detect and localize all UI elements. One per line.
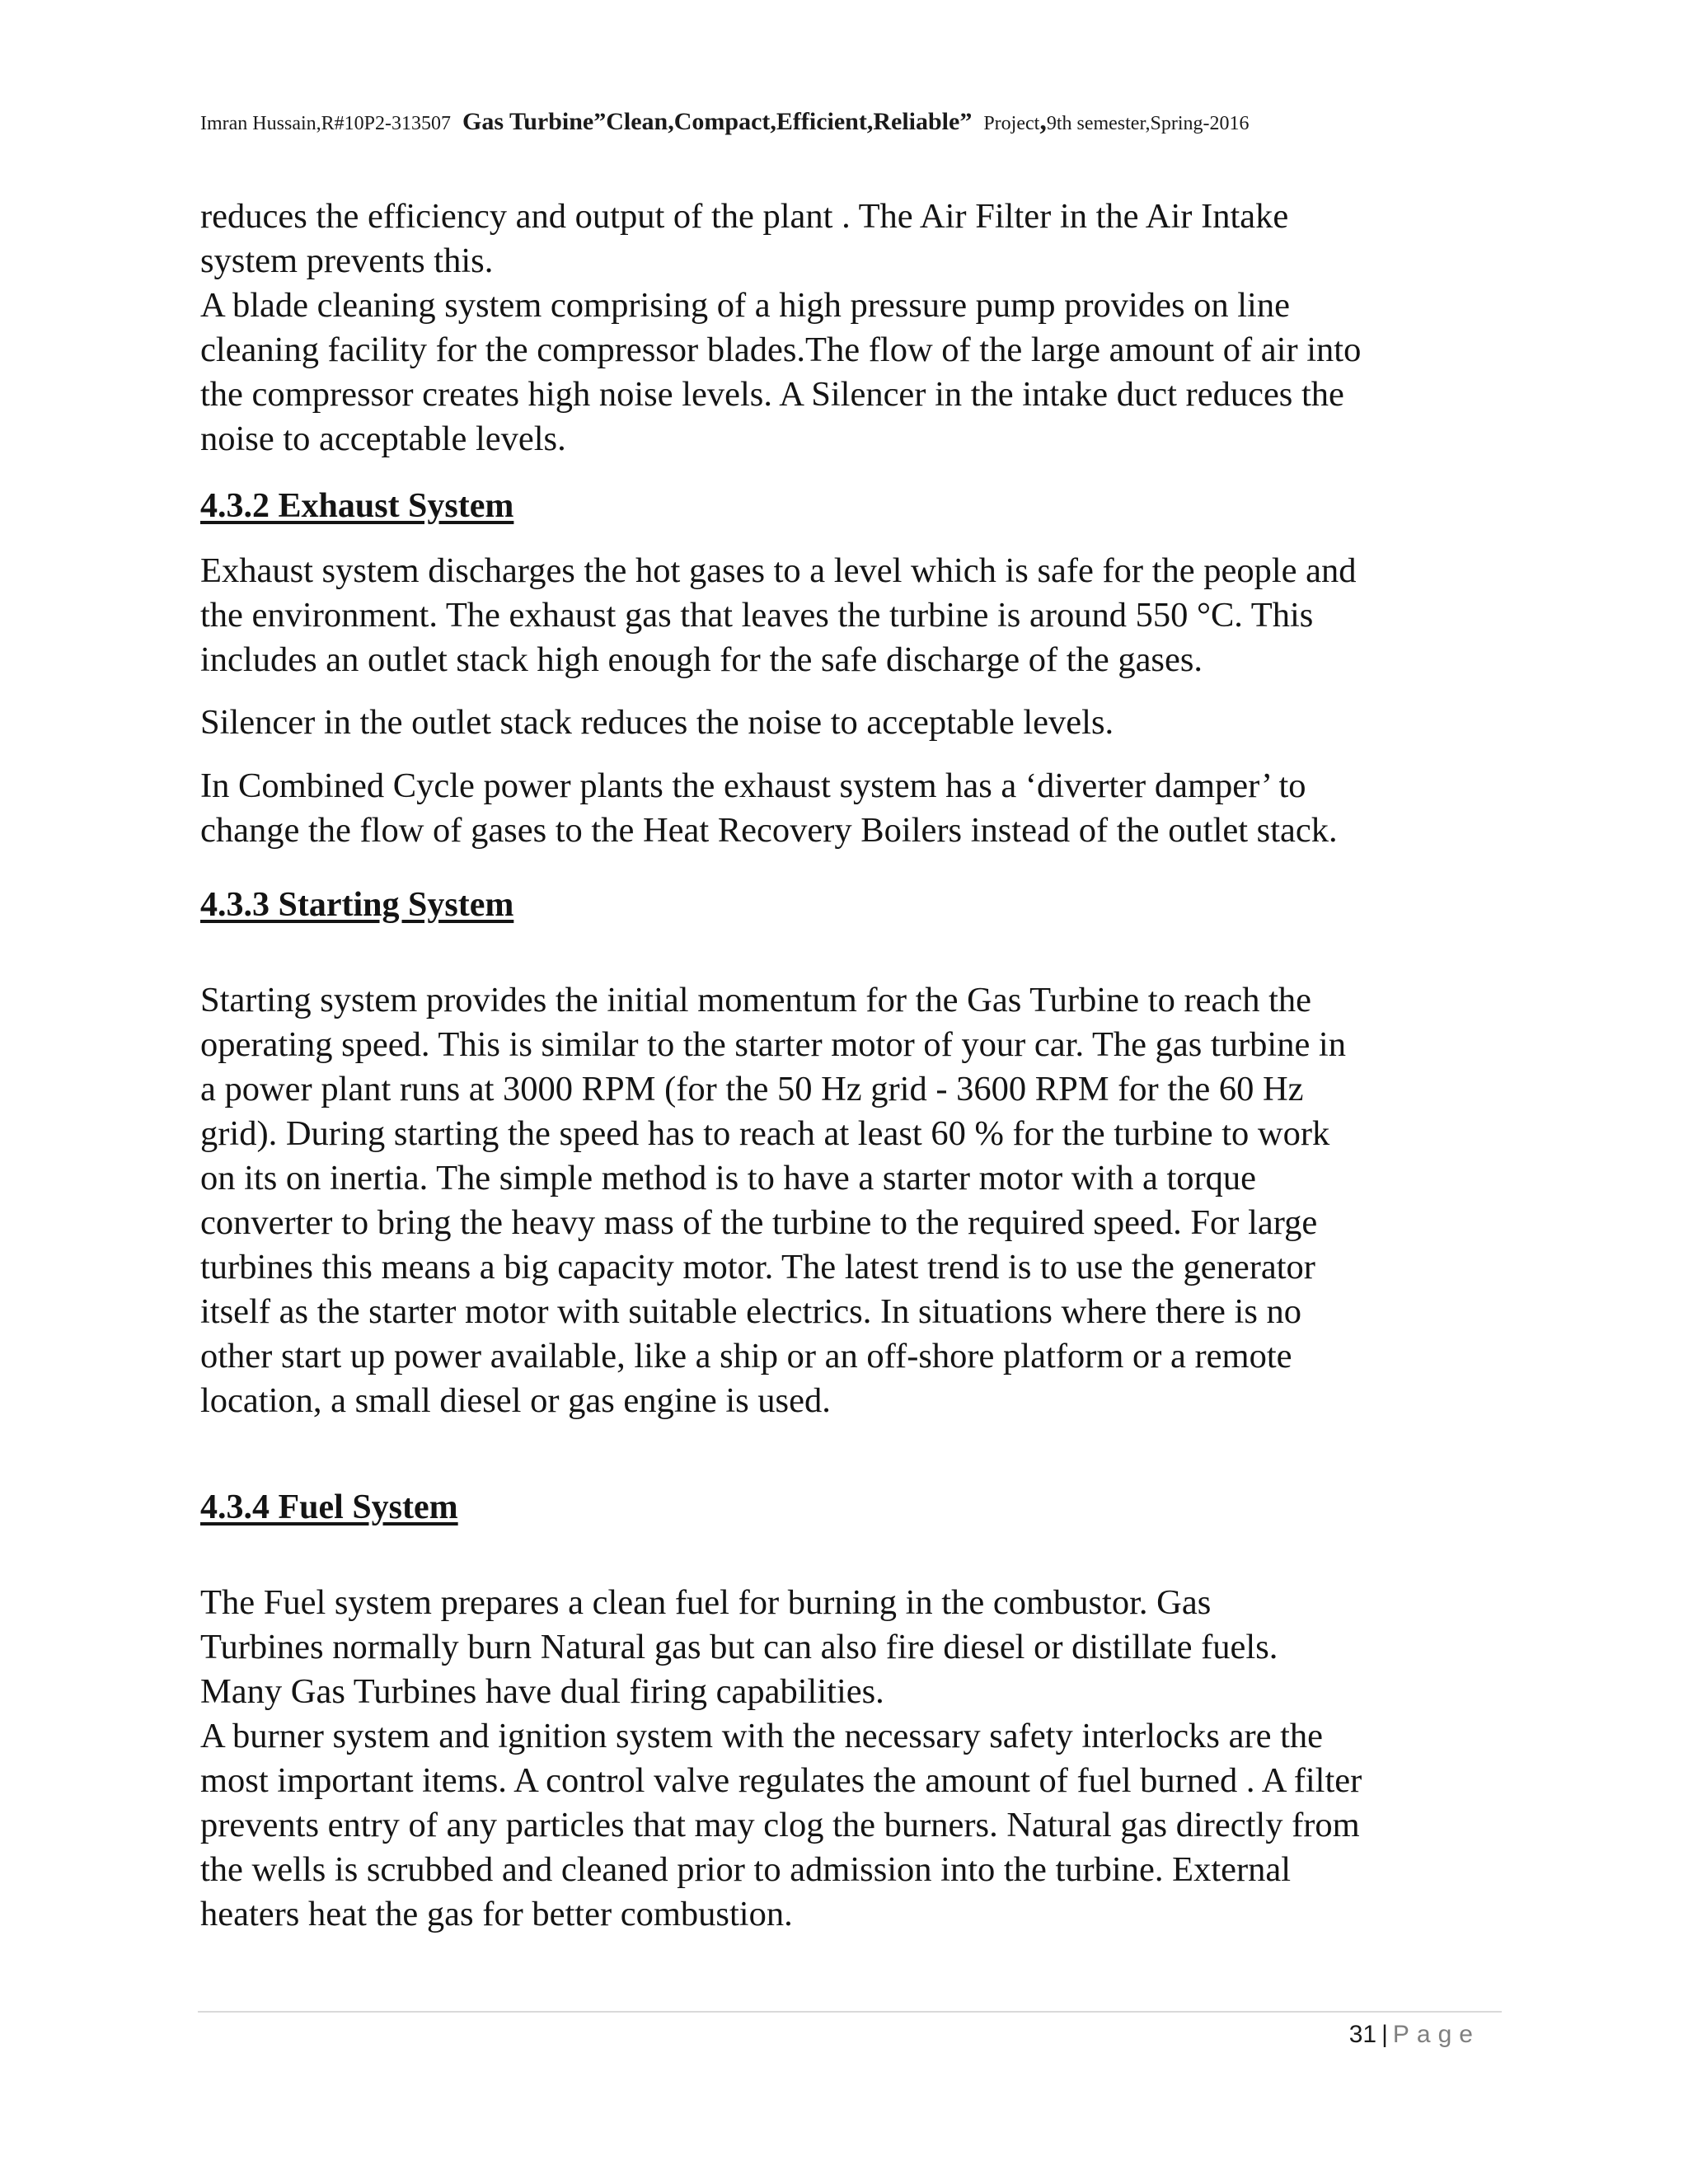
header-project: Project: [983, 113, 1040, 134]
text-line: system prevents this.: [200, 241, 494, 280]
text-line: noise to acceptable levels.: [200, 419, 566, 458]
text-line: the compressor creates high noise levels. A Silencer in the intake duct reduces the: [200, 375, 1344, 414]
page-separator: |: [1381, 2021, 1388, 2048]
text-line: most important items. A control valve regulates the amount of fuel burned . A filter: [200, 1761, 1362, 1800]
text-line: other start up power available, like a ship or an off-shore platform or a remote: [200, 1337, 1292, 1376]
text-line: Silencer in the outlet stack reduces the noise to acceptable levels.: [200, 703, 1114, 742]
text-line: on its on inertia. The simple method is to have a starter motor with a torque: [200, 1159, 1257, 1197]
text-line: converter to bring the heavy mass of the turbine to the required speed. For large: [200, 1203, 1318, 1242]
text-line: reduces the efficiency and output of the plant . The Air Filter in the Air Intake: [200, 197, 1289, 236]
intro-paragraph: [200, 194, 1511, 462]
text-line: A burner system and ignition system with the necessary safety interlocks are the: [200, 1717, 1324, 1755]
text-line: a power plant runs at 3000 RPM (for the 50 Hz grid - 3600 RPM for the 60 Hz: [200, 1070, 1304, 1108]
section-heading-exhaust: 4.3.2 Exhaust System: [200, 487, 514, 525]
page-number: 31: [1348, 2021, 1377, 2048]
text-line: operating speed. This is similar to the starter motor of your car. The gas turbine in: [200, 1025, 1346, 1064]
starting-paragraph: [200, 978, 1511, 1423]
text-line: Turbines normally burn Natural gas but can also fire diesel or distillate fuels.: [200, 1628, 1278, 1666]
text-line: prevents entry of any particles that may clog the burners. Natural gas directly from: [200, 1806, 1360, 1844]
text-line: location, a small diesel or gas engine is used.: [200, 1381, 831, 1420]
exhaust-paragraph-2: [200, 701, 1511, 745]
text-line: the wells is scrubbed and cleaned prior to admission into the turbine. External: [200, 1850, 1292, 1889]
text-line: The Fuel system prepares a clean fuel for burning in the combustor. Gas: [200, 1583, 1212, 1622]
exhaust-paragraph-1: [200, 549, 1511, 682]
text-line: change the flow of gases to the Heat Recovery Boilers instead of the outlet stack.: [200, 811, 1338, 850]
text-line: In Combined Cycle power plants the exhaust system has a ‘diverter damper’ to: [200, 766, 1306, 805]
text-line: turbines this means a big capacity motor. The latest trend is to use the generator: [200, 1248, 1315, 1286]
text-line: grid). During starting the speed has to reach at least 60 % for the turbine to work: [200, 1114, 1330, 1153]
header-title: Gas Turbine”Clean,Compact,Efficient,Reliable”: [462, 108, 973, 135]
section-heading-fuel: 4.3.4 Fuel System: [200, 1488, 458, 1526]
page-number-footer: [1349, 2021, 1480, 2049]
text-line: itself as the starter motor with suitable electrics. In situations where there is no: [200, 1292, 1302, 1331]
header-comma: ,: [1039, 105, 1047, 136]
text-line: includes an outlet stack high enough for the safe discharge of the gases.: [200, 640, 1203, 679]
text-line: heaters heat the gas for better combustion.: [200, 1895, 793, 1933]
page-word: Page: [1392, 2021, 1480, 2048]
header-semester: 9th semester,Spring-2016: [1046, 113, 1250, 134]
section-heading-starting: 4.3.3 Starting System: [200, 886, 514, 924]
running-header: [200, 105, 1503, 137]
text-line: Many Gas Turbines have dual firing capabilities.: [200, 1672, 884, 1711]
text-line: Exhaust system discharges the hot gases to a level which is safe for the people and: [200, 551, 1357, 590]
footer-divider: [198, 2011, 1502, 2013]
header-author: Imran Hussain,R#10P2-313507: [200, 113, 451, 134]
text-line: A blade cleaning system comprising of a high pressure pump provides on line: [200, 286, 1290, 325]
exhaust-paragraph-3: [200, 764, 1511, 853]
text-line: Starting system provides the initial momentum for the Gas Turbine to reach the: [200, 981, 1311, 1019]
fuel-paragraph: [200, 1581, 1511, 1937]
text-line: cleaning facility for the compressor blades.The flow of the large amount of air into: [200, 330, 1362, 369]
text-line: the environment. The exhaust gas that leaves the turbine is around 550 °C. This: [200, 596, 1314, 635]
